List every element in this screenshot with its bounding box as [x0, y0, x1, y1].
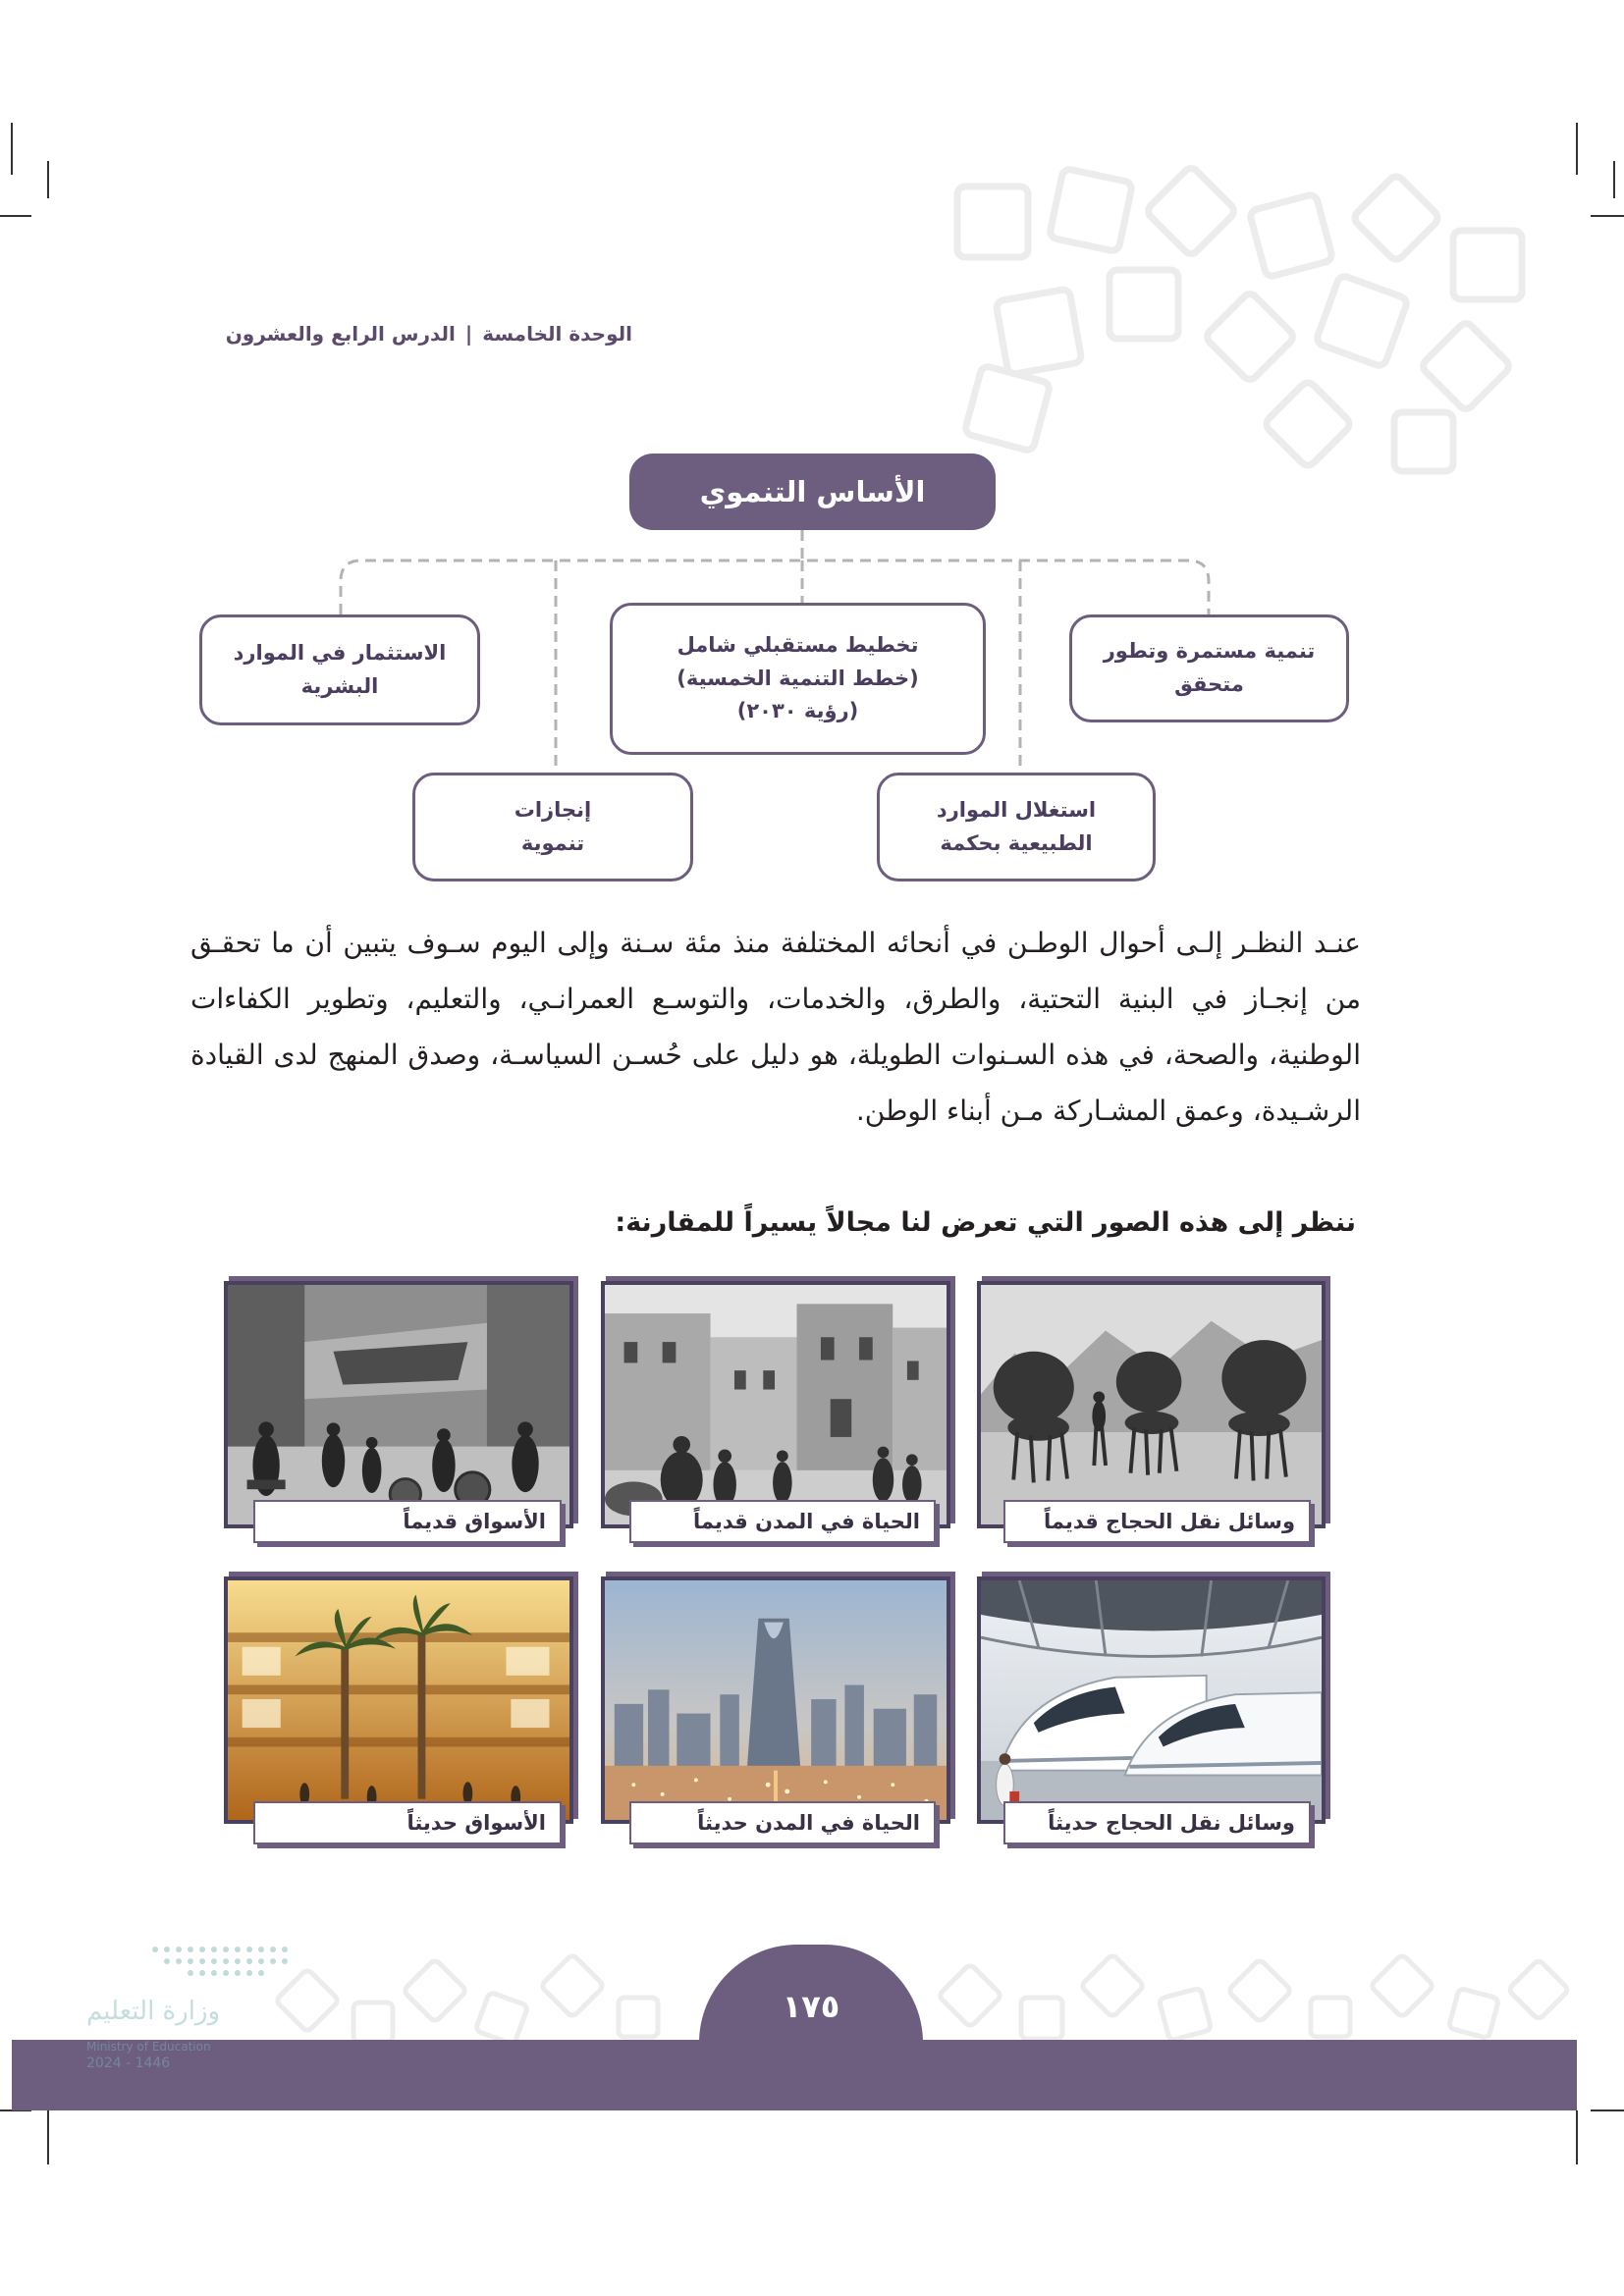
photo-old-markets — [224, 1281, 573, 1528]
photo-caption: الحياة في المدن حديثاً — [629, 1801, 936, 1844]
body-paragraph: عنـد النظـر إلـى أحوال الوطـن في أنحائه المختلفة منذ مئة سـنة وإلى اليوم سـوف يتبين أن ما تحقـق من إنجـاز في البنية التحتية، والطرق، والخدمات، والتوسـع العمرانـي، والتعليم، وتطوير الكفاءات الوطنية، والصحة، في هذه السـنوات الطويلة، هو دليل على حُسـن السياسـة، وصدق المنهج لدى القيادة الرشـيدة، وعمق المشـاركة مـن أبناء الوطن. — [190, 927, 1361, 1127]
node-text-line: الطبيعية بحكمة — [940, 830, 1093, 855]
page-number-badge — [699, 1945, 923, 2043]
photo-caption: الأسواق حديثاً — [253, 1801, 562, 1844]
node-text-line: متحقق — [1174, 672, 1244, 696]
photo-image — [228, 1580, 569, 1820]
ministry-logo-name-ar: وزارة التعليم — [86, 1997, 221, 2026]
photo-caption: وسائل نقل الحجاج حديثاً — [1003, 1801, 1311, 1844]
photo-image — [981, 1285, 1322, 1524]
photo-image — [605, 1580, 947, 1820]
photo-caption: الحياة في المدن قديماً — [629, 1500, 936, 1543]
header-separator: | — [464, 322, 473, 346]
photos-heading: ننظر إلى هذه الصور التي تعرض لنا مجالاً يسيراً للمقارنة: — [615, 1207, 1356, 1238]
ministry-logo-name-en: Ministry of Education — [86, 2040, 211, 2054]
node-human-resources — [199, 614, 480, 725]
photo-old-hajj-transport — [977, 1281, 1326, 1528]
ministry-logo-edition: 2024 - 1446 — [86, 2056, 171, 2071]
photo-modern-city — [601, 1576, 950, 1824]
photo-caption: وسائل نقل الحجاج قديماً — [1003, 1500, 1311, 1543]
photo-image — [981, 1580, 1322, 1820]
photo-image — [605, 1285, 947, 1524]
node-achievements — [412, 773, 693, 881]
node-text-line: البشرية — [300, 673, 379, 698]
crop-marks — [0, 123, 1624, 2164]
unit-label: الوحدة الخامسة — [482, 322, 632, 346]
node-text-line: الاستثمار في الموارد — [233, 640, 447, 665]
diagram-title — [629, 454, 996, 530]
photo-old-city-life — [601, 1281, 950, 1528]
photo-caption: الأسواق قديماً — [253, 1500, 562, 1543]
photo-modern-hajj-trains — [977, 1576, 1326, 1824]
decorative-squares-pattern — [957, 165, 1522, 471]
node-natural-resources — [877, 773, 1156, 881]
node-text-line: تنموية — [520, 830, 585, 855]
photo-image — [228, 1285, 569, 1524]
node-text-line: (رؤية ٢٠٣٠) — [736, 699, 859, 723]
unit-lesson-header — [141, 322, 632, 346]
camel-caravan — [994, 1340, 1307, 1441]
node-comprehensive-planning — [610, 603, 986, 755]
footer-band — [12, 2040, 1577, 2110]
node-text-line: (خطط التنمية الخمسية) — [677, 666, 919, 690]
node-text-line: استغلال الموارد — [936, 797, 1097, 822]
node-text-line: إنجازات — [514, 797, 592, 822]
node-continuous-development — [1069, 614, 1349, 722]
diagram-title-text: الأساس التنموي — [699, 475, 926, 508]
node-text-line: تنمية مستمرة وتطور — [1103, 639, 1316, 664]
ministry-logo-dots — [147, 1942, 295, 1985]
lesson-label: الدرس الرابع والعشرون — [225, 322, 456, 346]
node-text-line: تخطيط مستقبلي شامل — [677, 633, 919, 658]
photo-modern-markets — [224, 1576, 573, 1824]
page-number: ١٧٥ — [782, 1988, 840, 2025]
